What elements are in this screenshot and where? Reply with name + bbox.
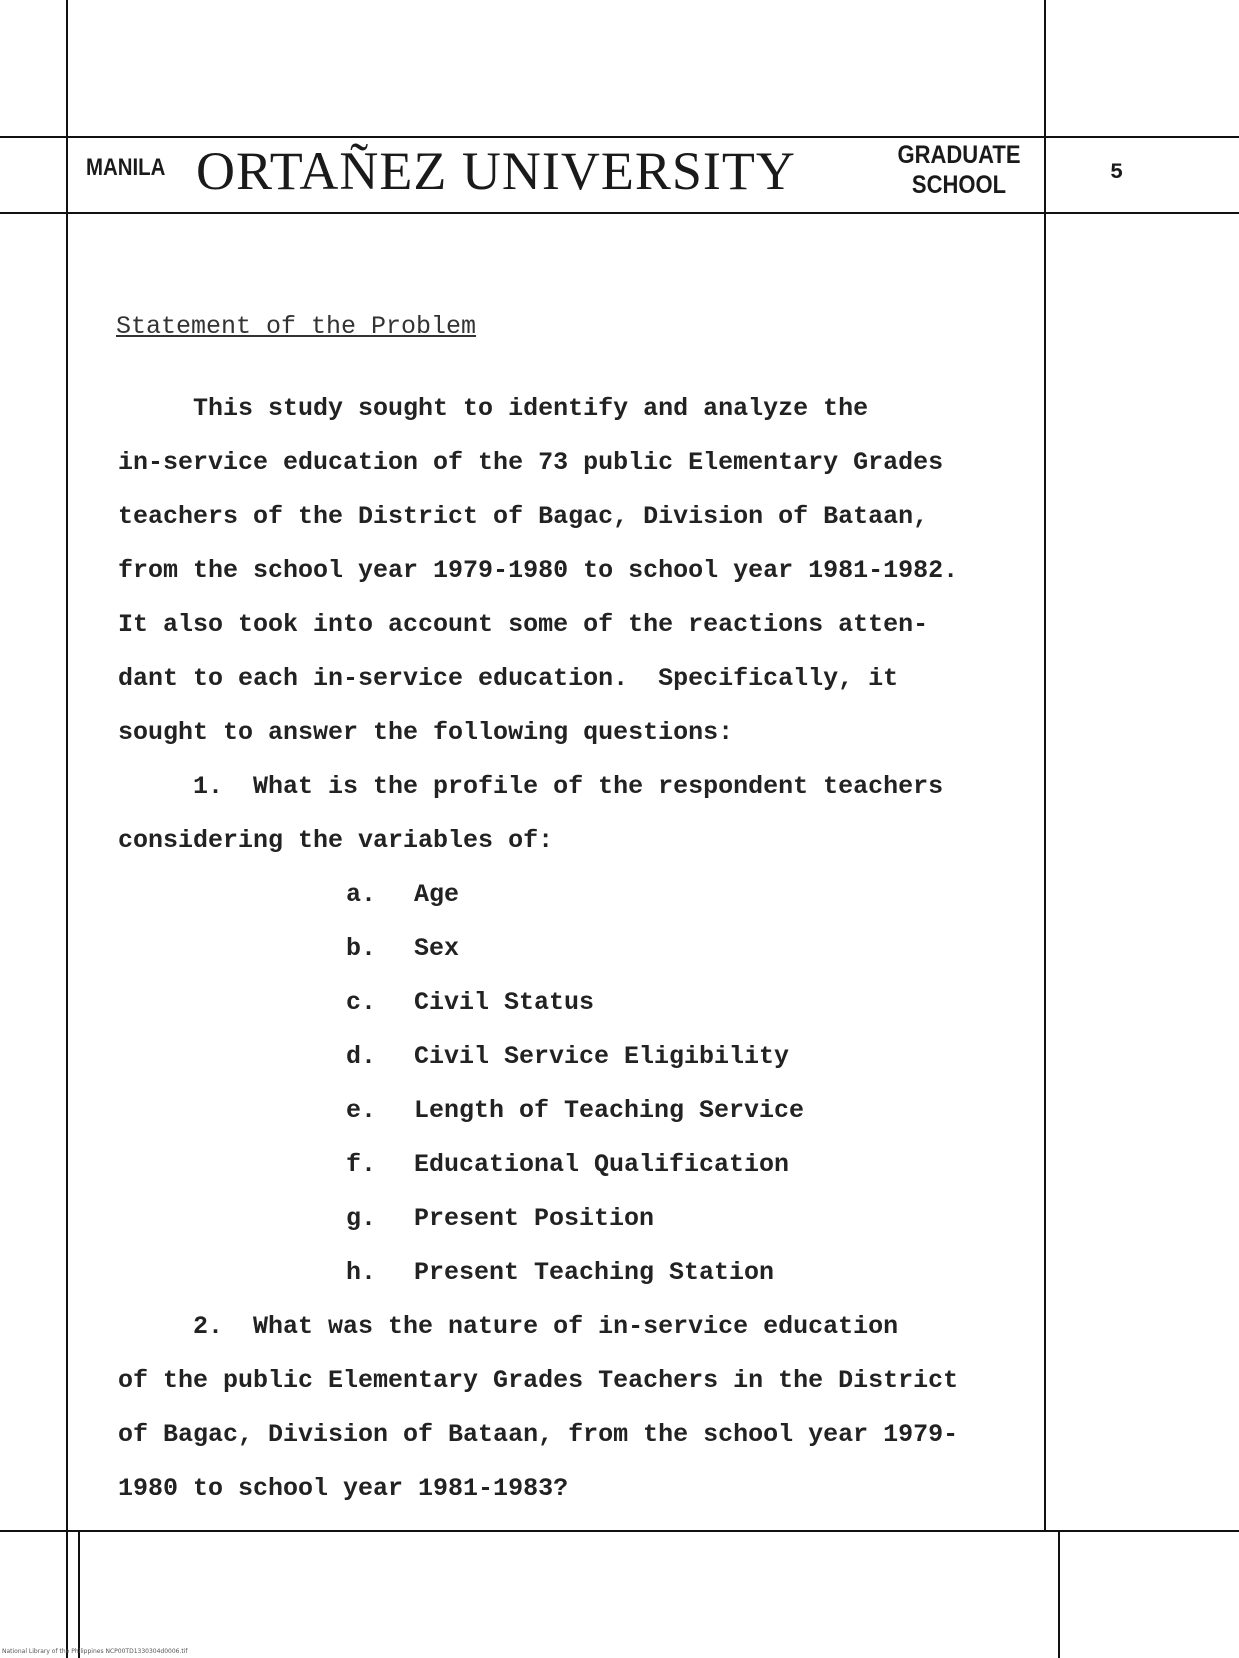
school-label: SCHOOL (911, 171, 1007, 199)
frame-right-rule (1044, 0, 1046, 1530)
list-item-letter: e. (346, 1096, 377, 1125)
page-number: 5 (1110, 160, 1124, 185)
question2-line-2: of the public Elementary Grades Teachers in the District (118, 1366, 959, 1395)
university-name: ORTAÑEZ UNIVERSITY (196, 141, 796, 201)
section-heading: Statement of the Problem (116, 312, 477, 341)
frame-right-rule-lower (1058, 1530, 1060, 1658)
header-bottom-rule (0, 212, 1239, 214)
list-item-letter: a. (346, 880, 377, 909)
scan-source-note: National Library of the Philippines NCP00TD1330304d0006.tif (2, 1648, 188, 1655)
list-item-text: Present Position (414, 1204, 655, 1233)
list-item-text: Civil Service Eligibility (414, 1042, 790, 1071)
frame-left-rule (66, 0, 68, 1658)
list-item-text: Sex (414, 934, 460, 963)
body-line-1: This study sought to identify and analyze the (118, 394, 869, 423)
graduate-school-label (893, 140, 1025, 200)
body-line-2: in-service education of the 73 public Elementary Grades (118, 448, 944, 477)
header-top-rule (0, 136, 1239, 138)
question2-line-1: 2. What was the nature of in-service education (118, 1312, 899, 1341)
body-line-3: teachers of the District of Bagac, Division of Bataan, (118, 502, 929, 531)
footer-rule (0, 1530, 1239, 1532)
body-line-5: It also took into account some of the reactions atten- (118, 610, 929, 639)
list-item-letter: b. (346, 934, 377, 963)
list-item-letter: h. (346, 1258, 377, 1287)
list-item-text: Civil Status (414, 988, 595, 1017)
body-line-8: 1. What is the profile of the respondent teachers (118, 772, 944, 801)
list-item-text: Length of Teaching Service (414, 1096, 805, 1125)
list-item-text: Educational Qualification (414, 1150, 790, 1179)
list-item-text: Present Teaching Station (414, 1258, 775, 1287)
frame-left-rule-lower (78, 1530, 80, 1658)
body-line-9: considering the variables of: (118, 826, 554, 855)
question2-line-3: of Bagac, Division of Bataan, from the school year 1979- (118, 1420, 959, 1449)
list-item-letter: c. (346, 988, 377, 1017)
body-line-7: sought to answer the following questions: (118, 718, 734, 747)
graduate-label: GRADUATE (897, 141, 1021, 169)
list-item-letter: g. (346, 1204, 377, 1233)
question2-line-4: 1980 to school year 1981-1983? (118, 1474, 569, 1503)
header-city: MANILA (86, 154, 166, 181)
list-item-letter: f. (346, 1150, 377, 1179)
body-line-6: dant to each in-service education. Specifically, it (118, 664, 899, 693)
list-item-text: Age (414, 880, 460, 909)
list-item-letter: d. (346, 1042, 377, 1071)
body-line-4: from the school year 1979-1980 to school year 1981-1982. (118, 556, 959, 585)
